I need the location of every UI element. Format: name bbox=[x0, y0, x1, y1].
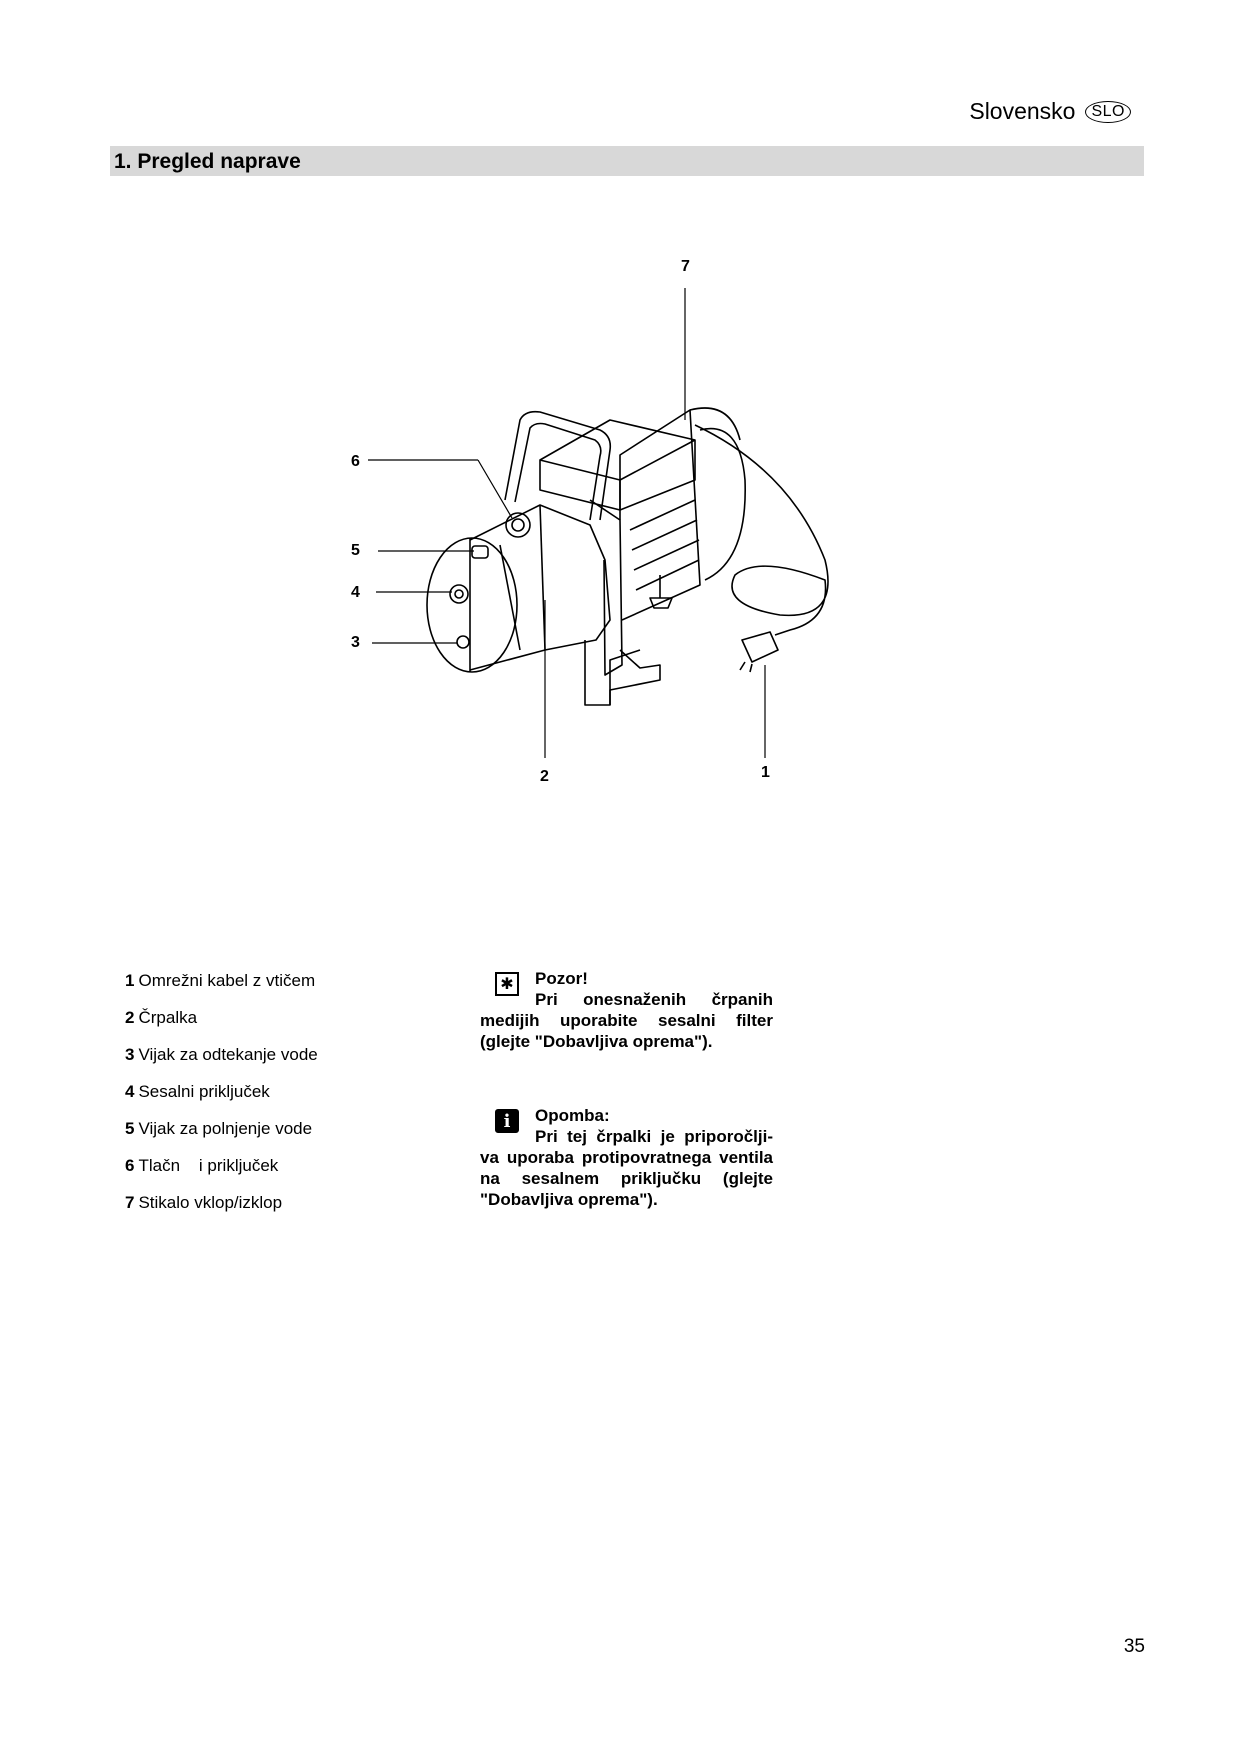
legend-item: 2 Črpalka bbox=[125, 1008, 198, 1027]
callout-1: 1 bbox=[761, 764, 770, 781]
language-name: Slovensko bbox=[969, 98, 1076, 124]
warning-body: Pri onesnaženih črpanih medijih uporabite sesalni filter (glejte "Dobavljiva oprema"). bbox=[480, 990, 773, 1051]
warning-note bbox=[480, 968, 773, 1052]
legend-item: 1 Omrežni kabel z vtičem bbox=[125, 971, 316, 990]
fill-screw bbox=[472, 546, 488, 558]
callout-labels bbox=[351, 258, 770, 785]
warning-title: Pozor! bbox=[535, 969, 588, 988]
callout-lines bbox=[368, 288, 765, 758]
suction-port bbox=[450, 585, 468, 603]
language-code-badge: SLO bbox=[1085, 101, 1131, 123]
section-title: 1. Pregled naprave bbox=[114, 150, 301, 173]
info-icon: i bbox=[495, 1109, 519, 1133]
callout-7: 7 bbox=[681, 258, 690, 275]
callout-6: 6 bbox=[351, 453, 360, 470]
power-plug bbox=[742, 632, 778, 662]
power-cable bbox=[695, 425, 828, 635]
legend-item: 5 Vijak za polnjenje vode bbox=[125, 1119, 313, 1138]
drain-screw bbox=[457, 636, 469, 648]
legend-item: 6 Tlačn i priključek bbox=[125, 1156, 279, 1175]
pump-drawing bbox=[427, 408, 828, 705]
page-number: 35 bbox=[1123, 1636, 1145, 1657]
callout-5: 5 bbox=[351, 542, 360, 559]
callout-4: 4 bbox=[351, 584, 360, 601]
info-body: Pri tej črpalki je priporočlji-va uporaba protipovratnega ventila na sesalnem priključku (glejte "Dobavljiva oprema"). bbox=[480, 1127, 773, 1209]
legend-item: 4 Sesalni priključek bbox=[125, 1082, 270, 1101]
callout-2: 2 bbox=[540, 768, 549, 785]
legend-item: 3 Vijak za odtekanje vode bbox=[125, 1045, 318, 1064]
callout-3: 3 bbox=[351, 634, 360, 651]
legend-list bbox=[125, 970, 455, 1229]
legend-item: 7 Stikalo vklop/izklop bbox=[125, 1193, 283, 1212]
pump-body bbox=[470, 505, 610, 670]
pump-front-cover bbox=[427, 538, 517, 672]
warning-icon: ✱ bbox=[495, 972, 519, 996]
info-title: Opomba: bbox=[535, 1106, 610, 1125]
info-note bbox=[480, 1105, 773, 1210]
